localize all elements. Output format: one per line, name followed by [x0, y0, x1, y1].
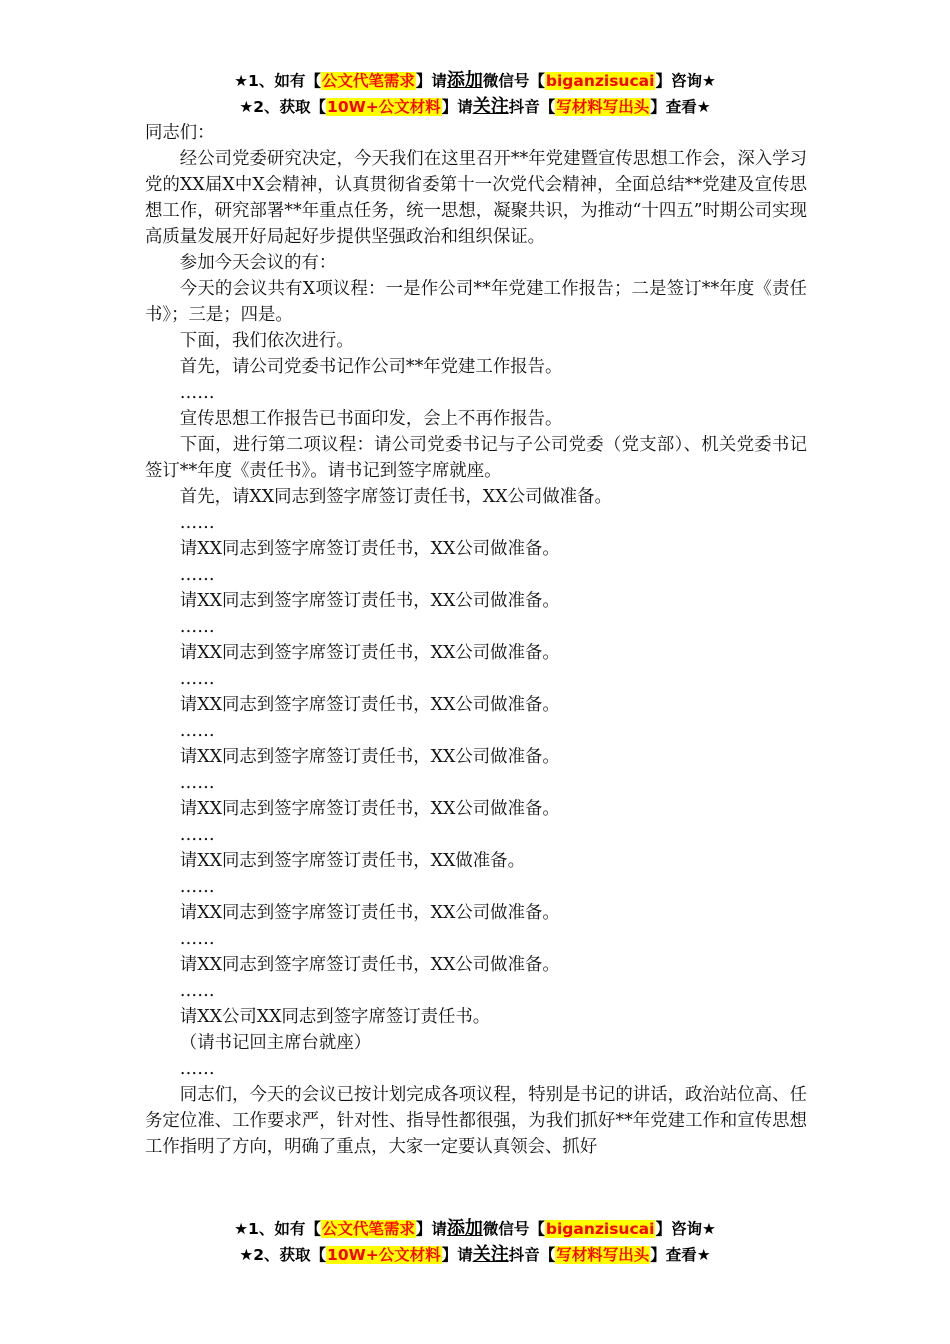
service-highlight: 公文代笔需求 — [321, 1220, 415, 1238]
paragraph: 请XX同志到签字席签订责任书，XX公司做准备。 — [179, 747, 560, 767]
paragraph: …… — [179, 1059, 215, 1079]
paragraph: 请XX同志到签字席签订责任书，XX做准备。 — [179, 851, 525, 871]
paragraph: 下面，进行第二项议程：请公司党委书记与子公司党委（党支部）、机关党委书记签订**年度《责任书》。请书记到签字席就座。 — [145, 435, 807, 481]
paragraph: （请书记回主席台就座） — [179, 1033, 372, 1053]
paragraph: …… — [179, 825, 215, 845]
paragraph: …… — [179, 877, 215, 897]
paragraph: …… — [179, 929, 215, 949]
paragraph: 请XX同志到签字席签订责任书，XX公司做准备。 — [179, 539, 560, 559]
banner-line-2: ★2、获取【10W+公文材料】请关注抖音【写材料写出头】查看★ — [239, 96, 711, 117]
wechat-id: biganzisucai — [545, 1220, 655, 1238]
paragraph: …… — [179, 669, 215, 689]
paragraph: 请XX公司XX同志到签字席签订责任书。 — [179, 1007, 491, 1027]
douyin-account: 写材料写出头 — [556, 1246, 650, 1264]
paragraph: …… — [179, 617, 215, 637]
paragraph: …… — [179, 721, 215, 741]
banner-line-1: ★1、如有【公文代笔需求】请添加微信号【biganzisucai】咨询★ — [234, 1218, 716, 1239]
douyin-account: 写材料写出头 — [556, 98, 650, 116]
paragraph: 请XX同志到签字席签订责任书，XX公司做准备。 — [179, 903, 560, 923]
header-banner — [0, 68, 950, 120]
paragraph: 经公司党委研究决定，今天我们在这里召开**年党建暨宣传思想工作会，深入学习党的XX届X中X会精神，认真贯彻省委第十一次党代会精神，全面总结**党建及宣传思想工作，研究部署**年重点任务，统一思想，凝聚共识，为推动“十四五”时期公司实现高质量发展开好局起好步提供坚强政治和组织保证。 — [145, 149, 807, 247]
footer-banner — [0, 1216, 950, 1268]
paragraph: 首先，请公司党委书记作公司**年党建工作报告。 — [179, 357, 563, 377]
banner-line-2: ★2、获取【10W+公文材料】请关注抖音【写材料写出头】查看★ — [239, 1244, 711, 1265]
follow-emphasis: 关注 — [472, 1244, 509, 1265]
materials-highlight: 10W+公文材料 — [327, 98, 441, 116]
paragraph: …… — [179, 513, 215, 533]
add-emphasis: 添加 — [446, 70, 483, 91]
paragraph: …… — [179, 565, 215, 585]
paragraph: …… — [179, 773, 215, 793]
paragraph: 请XX同志到签字席签订责任书，XX公司做准备。 — [179, 643, 560, 663]
follow-emphasis: 关注 — [472, 96, 509, 117]
paragraph: 请XX同志到签字席签订责任书，XX公司做准备。 — [179, 955, 560, 975]
paragraph: …… — [179, 981, 215, 1001]
paragraph: 请XX同志到签字席签订责任书，XX公司做准备。 — [179, 591, 560, 611]
banner-line-1: ★1、如有【公文代笔需求】请添加微信号【biganzisucai】咨询★ — [234, 70, 716, 91]
paragraph-list — [145, 146, 807, 1160]
paragraph: 宣传思想工作报告已书面印发，会上不再作报告。 — [179, 409, 563, 429]
document-body — [145, 120, 807, 1160]
wechat-id: biganzisucai — [545, 72, 655, 90]
paragraph: 首先，请XX同志到签字席签订责任书，XX公司做准备。 — [179, 487, 612, 507]
add-emphasis: 添加 — [446, 1218, 483, 1239]
service-highlight: 公文代笔需求 — [321, 72, 415, 90]
paragraph: 参加今天会议的有： — [179, 253, 337, 273]
paragraph: 今天的会议共有X项议程：一是作公司**年党建工作报告；二是签订**年度《责任书》；三是；四是。 — [145, 279, 807, 325]
paragraph: 同志们，今天的会议已按计划完成各项议程，特别是书记的讲话，政治站位高、任务定位准、工作要求严，针对性、指导性都很强，为我们抓好**年党建工作和宣传思想工作指明了方向，明确了重点，大家一定要认真领会、抓好 — [145, 1085, 807, 1157]
greeting: 同志们： — [145, 123, 215, 143]
paragraph: 请XX同志到签字席签订责任书，XX公司做准备。 — [179, 799, 560, 819]
materials-highlight: 10W+公文材料 — [327, 1246, 441, 1264]
paragraph: …… — [179, 383, 215, 403]
paragraph: 下面，我们依次进行。 — [179, 331, 354, 351]
paragraph: 请XX同志到签字席签订责任书，XX公司做准备。 — [179, 695, 560, 715]
